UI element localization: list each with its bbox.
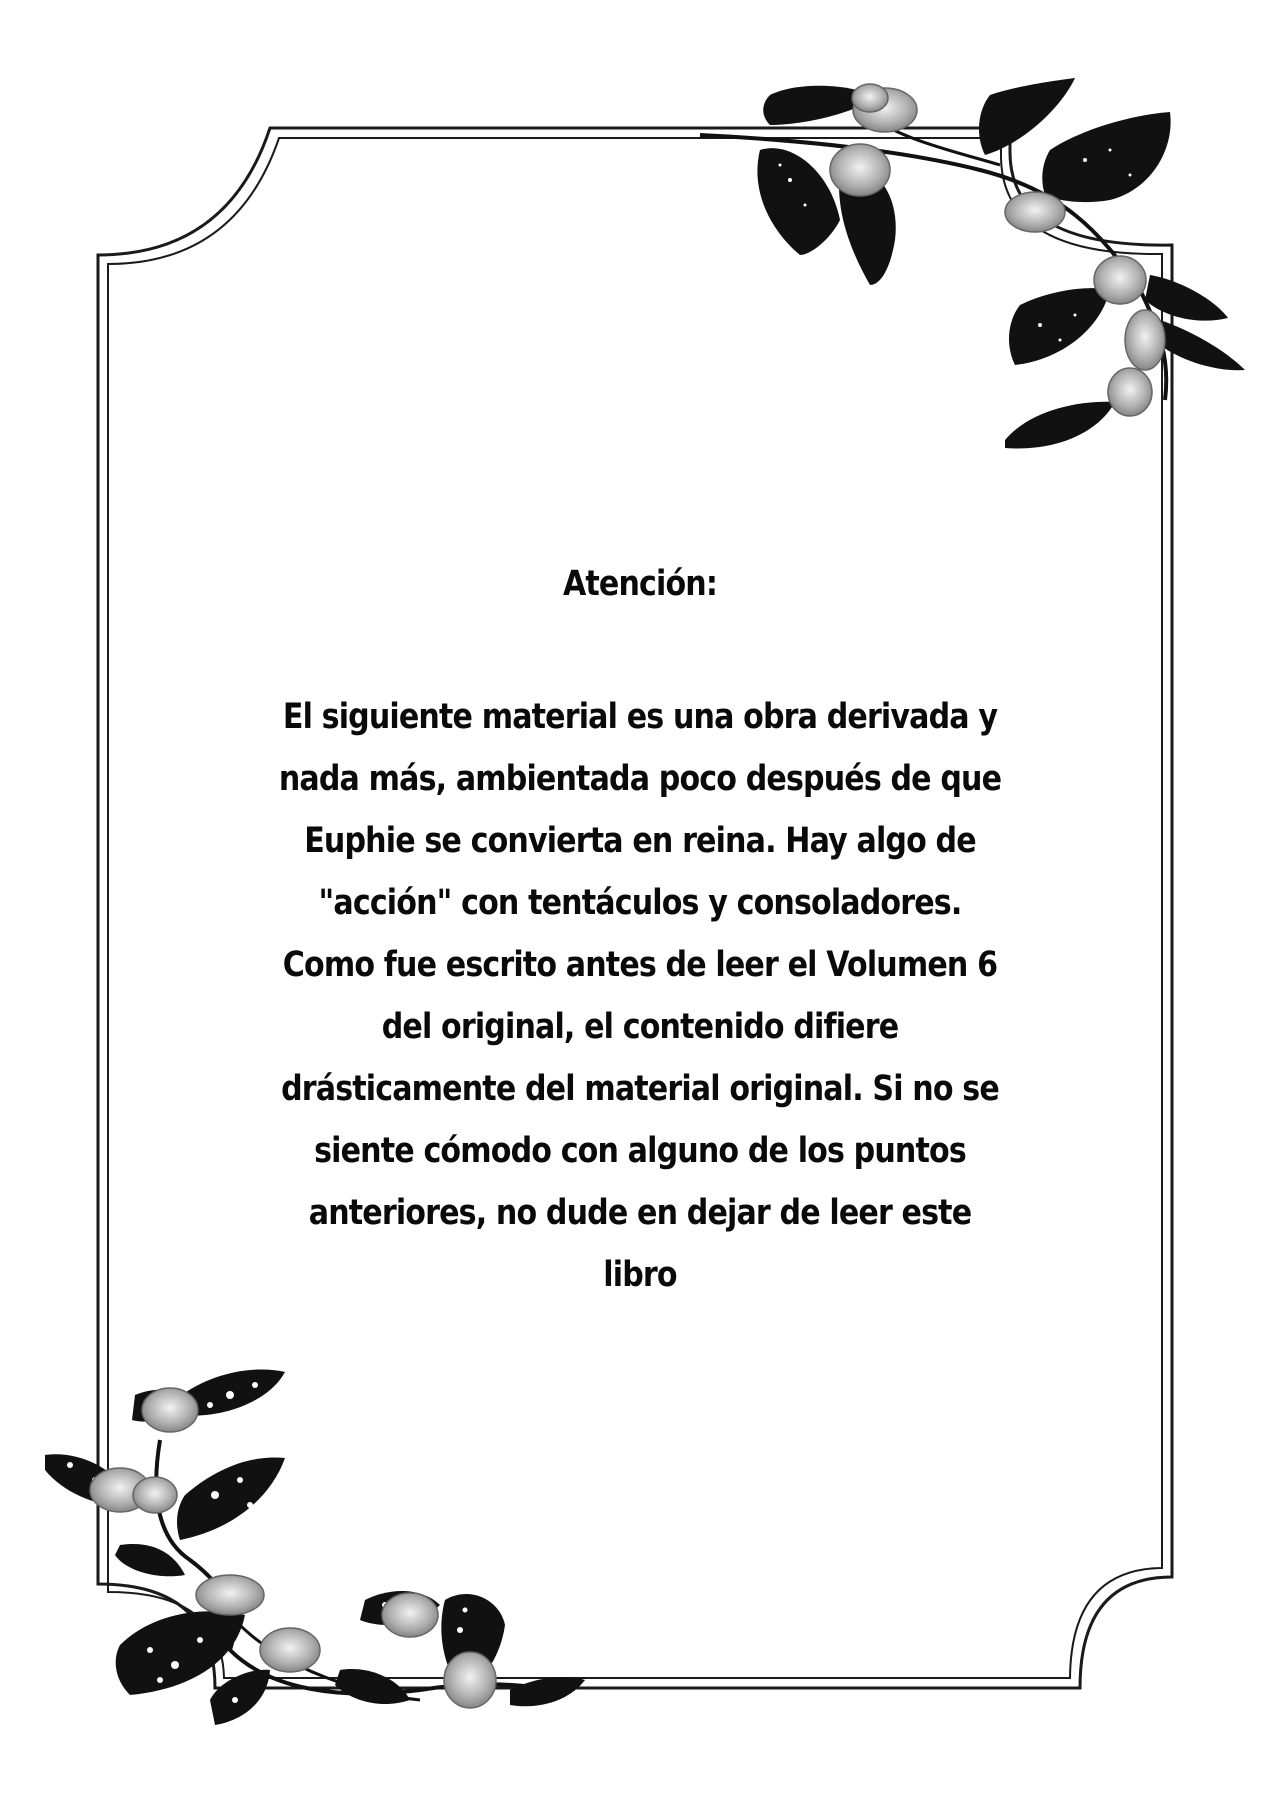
notice-line: siente cómodo con alguno de los puntos [314,1131,966,1171]
notice-line: libro [603,1255,677,1295]
notice-line: Euphie se convierta en reina. Hay algo de [304,821,976,861]
notice-line: del original, el contenido difiere [381,1007,899,1047]
notice-line: drásticamente del material original. Si no se [281,1069,999,1109]
notice-line: "acción" con tentáculos y consoladores. [318,883,962,923]
notice-title: Atención: [562,564,718,604]
notice-line: anteriores, no dude en dejar de leer este [308,1193,972,1233]
floral-vine-top-right-icon [700,78,1245,448]
notice-line: El siguiente material es una obra derivada y [282,697,998,737]
floral-vine-bottom-left-icon [45,1369,585,1725]
notice-block [220,548,1060,1306]
notice-line: Como fue escrito antes de leer el Volumen 6 [282,945,998,985]
notice-line: nada más, ambientada poco después de que [278,759,1002,799]
spacer [220,620,1060,686]
